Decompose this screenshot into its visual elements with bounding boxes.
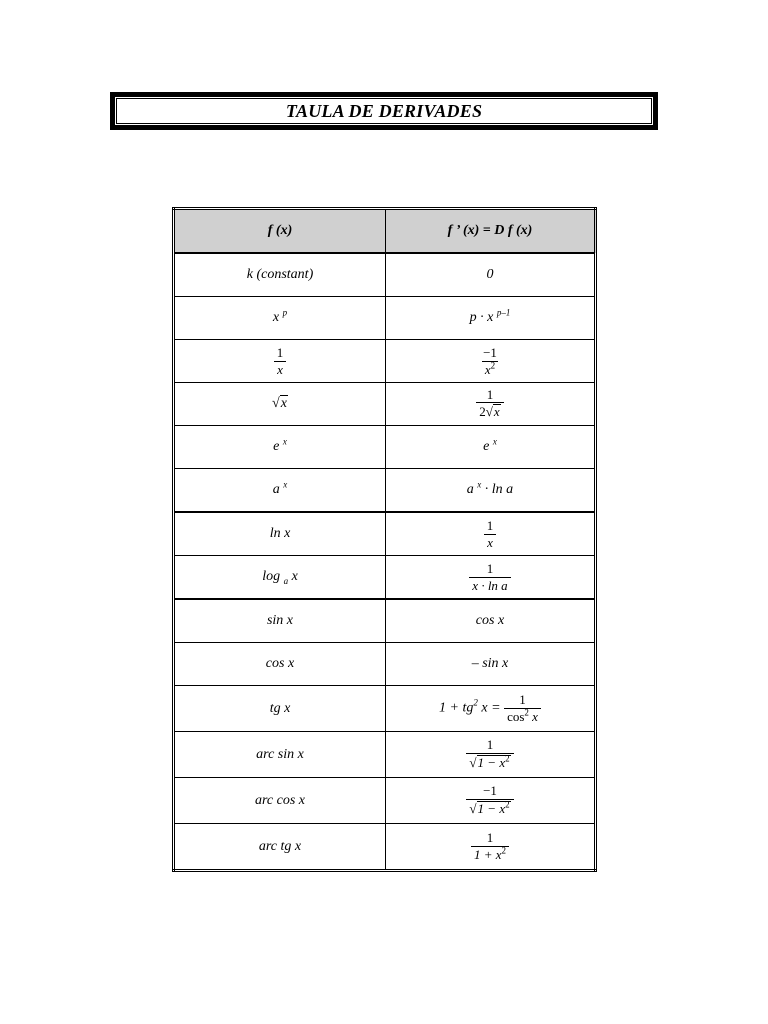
radicand — [477, 801, 511, 817]
cell-derivative-sin: cos x — [386, 599, 596, 643]
exp-exponent: x — [477, 479, 482, 490]
power-deriv-coef: p · x — [469, 310, 494, 325]
radicand — [477, 755, 511, 771]
cell-derivative-tg — [386, 686, 596, 732]
table-row — [174, 512, 596, 556]
cell-function-exp-a — [174, 469, 386, 513]
table-row — [174, 340, 596, 383]
cell-derivative-exp-e — [386, 426, 596, 469]
exp-base: e — [483, 439, 490, 454]
tg-exponent: 2 — [473, 698, 478, 709]
fraction — [476, 388, 503, 421]
cell-derivative-arccos — [386, 778, 596, 824]
cell-function-reciprocal — [174, 340, 386, 383]
cell-function-arctg: arc tg x — [174, 824, 386, 871]
cell-function-sqrt — [174, 383, 386, 426]
radicand: x — [493, 404, 500, 420]
fraction-denominator: x — [484, 534, 496, 550]
radicand-text: 1 − x — [477, 800, 506, 816]
table-row — [174, 297, 596, 340]
table-row — [174, 383, 596, 426]
log-base: a — [283, 575, 289, 586]
denominator-exponent: 2 — [490, 360, 496, 371]
cell-derivative-cos: – sin x — [386, 643, 596, 686]
cell-derivative-arcsin — [386, 732, 596, 778]
exp-base: e — [273, 439, 280, 454]
header-function: f (x) — [174, 209, 386, 254]
cell-derivative-reciprocal — [386, 340, 596, 383]
radicand-exponent: 2 — [505, 753, 510, 764]
power-exponent: p — [282, 307, 288, 318]
denominator-exponent: 2 — [501, 845, 507, 856]
fraction — [504, 693, 541, 723]
cell-function-sin: sin x — [174, 599, 386, 643]
title-box — [110, 92, 658, 130]
derivatives-table — [172, 207, 597, 872]
table-row — [174, 643, 596, 686]
table-row — [174, 732, 596, 778]
radical-sign: √ — [272, 396, 280, 412]
exp-tail: · ln a — [484, 482, 514, 497]
power-base: x — [272, 310, 280, 325]
denominator-exponent: 2 — [524, 707, 529, 718]
table-row — [174, 824, 596, 871]
fraction-numerator: −1 — [483, 344, 497, 360]
fraction-denominator — [466, 799, 513, 817]
fraction-numerator: 1 — [486, 830, 494, 846]
fraction-denominator: x · ln a — [469, 577, 510, 593]
cell-function-log — [174, 556, 386, 600]
fraction — [484, 519, 497, 549]
cell-derivative-power — [386, 297, 596, 340]
fraction-numerator: 1 — [486, 386, 494, 402]
radicand-text: 1 − x — [477, 754, 506, 770]
fraction-denominator — [476, 402, 503, 420]
table-row — [174, 686, 596, 732]
exp-base: a — [272, 482, 280, 497]
fraction-numerator: 1 — [276, 344, 284, 360]
tg-head: 1 + tg — [439, 700, 474, 716]
log-head: log — [262, 569, 281, 584]
fraction — [471, 831, 509, 861]
cell-function-power — [174, 297, 386, 340]
fraction — [274, 346, 287, 376]
cell-derivative-ln — [386, 512, 596, 556]
fraction-numerator: 1 — [486, 737, 494, 753]
cell-function-ln: ln x — [174, 512, 386, 556]
cell-function-exp-e — [174, 426, 386, 469]
exp-base: a — [466, 482, 474, 497]
exp-exponent: x — [492, 436, 497, 447]
cell-function-tg: tg x — [174, 686, 386, 732]
cell-derivative-arctg — [386, 824, 596, 871]
table-row — [174, 426, 596, 469]
exp-exponent: x — [283, 479, 288, 490]
fraction — [466, 738, 513, 771]
fraction-numerator: −1 — [483, 783, 497, 799]
fraction — [480, 346, 500, 376]
cell-function-cos: cos x — [174, 643, 386, 686]
header-derivative: f ’ (x) = D f (x) — [386, 209, 596, 254]
fraction-denominator: x — [274, 361, 286, 377]
denominator-text: 1 + x — [473, 847, 502, 862]
table-row — [174, 599, 596, 643]
cell-function-arcsin: arc sin x — [174, 732, 386, 778]
log-arg: x — [291, 569, 298, 584]
table-header-row — [174, 209, 596, 254]
denominator-arg: x — [532, 709, 538, 724]
denominator-coefficient: 2 — [479, 404, 486, 420]
fraction-numerator: 1 — [486, 560, 494, 576]
cell-derivative-log — [386, 556, 596, 600]
fraction-numerator: 1 — [486, 517, 494, 533]
exp-exponent: x — [282, 436, 287, 447]
cell-derivative-constant: 0 — [386, 253, 596, 297]
power-deriv-exponent: p–1 — [496, 307, 511, 318]
fraction-denominator — [471, 846, 509, 862]
table-row — [174, 469, 596, 513]
table-row — [174, 556, 596, 600]
cell-derivative-sqrt — [386, 383, 596, 426]
fraction-denominator — [466, 753, 513, 771]
denominator-base: x — [484, 361, 491, 377]
denominator-base: cos — [507, 709, 525, 724]
fraction-numerator: 1 — [519, 692, 526, 708]
table-row — [174, 778, 596, 824]
fraction — [466, 784, 513, 817]
radical-sign: √ — [469, 800, 477, 816]
cell-function-arccos: arc cos x — [174, 778, 386, 824]
radical-sign: √ — [469, 754, 477, 770]
radicand: x — [280, 396, 287, 412]
cell-derivative-exp-a — [386, 469, 596, 513]
fraction-denominator — [504, 708, 541, 724]
radicand-exponent: 2 — [505, 799, 510, 810]
fraction-denominator — [482, 361, 498, 377]
page-title: TAULA DE DERIVADES — [285, 100, 483, 121]
table-row — [174, 253, 596, 297]
tg-tail: x = — [481, 700, 501, 716]
radical-sign: √ — [485, 404, 493, 420]
fraction — [469, 562, 510, 592]
cell-function-constant: k (constant) — [174, 253, 386, 297]
